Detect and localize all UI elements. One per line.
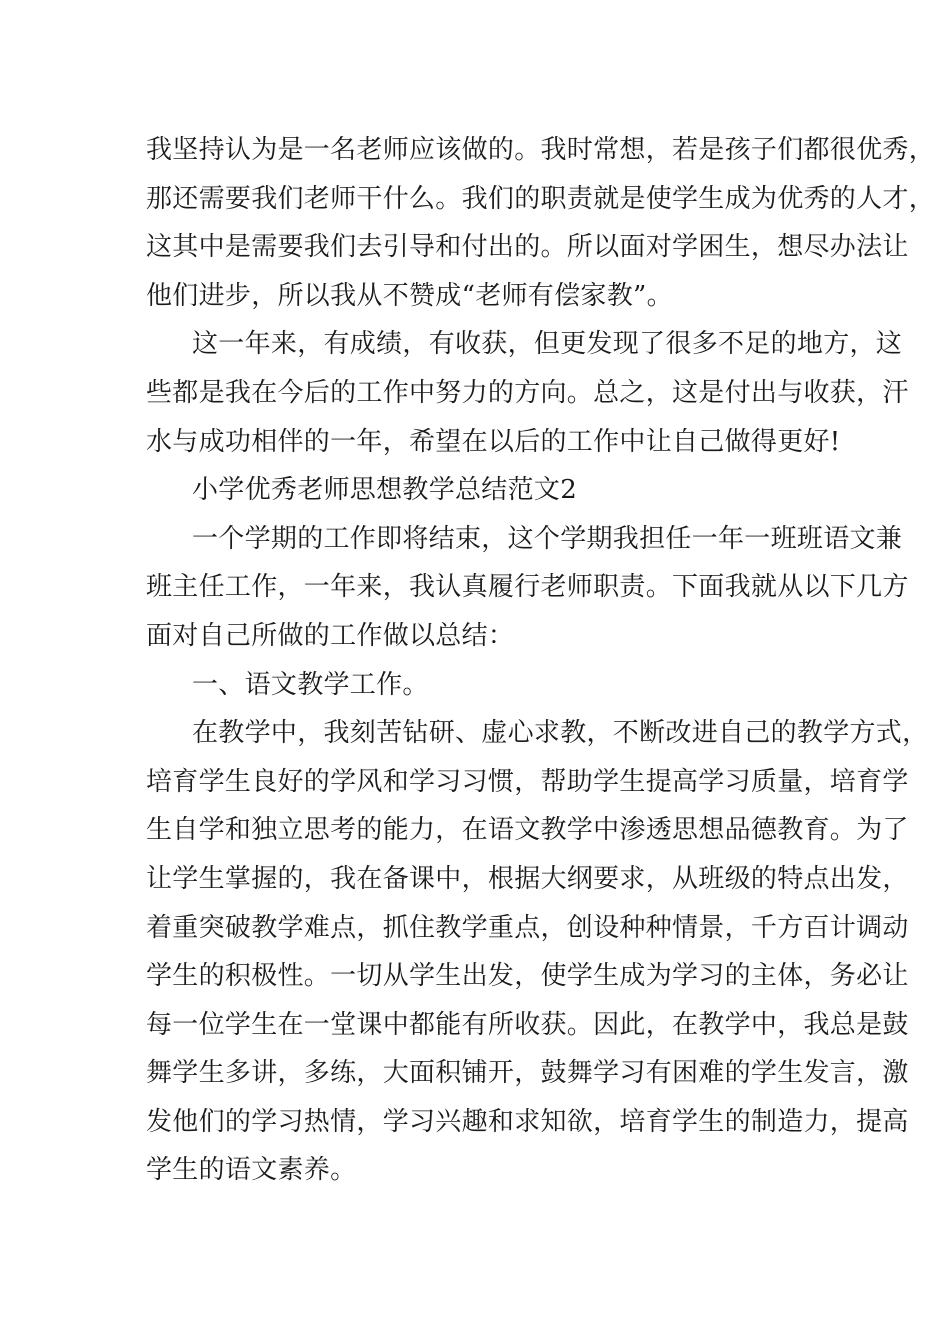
text-line: 学生的语文素养。 — [146, 1155, 357, 1186]
text-line: 学生的积极性。一切从学生出发，使学生成为学习的主体，务必让 — [146, 961, 909, 992]
text-line: 舞学生多讲，多练，大面积铺开，鼓舞学习有困难的学生发言，激 — [146, 1058, 909, 1089]
text-line: 着重突破教学难点，抓住教学重点，创设种种情景，千方百计调动 — [146, 912, 909, 943]
text-line: 他们进步，所以我从不赞成“老师有偿家教”。 — [146, 280, 673, 311]
text-line: 面对自己所做的工作做以总结： — [146, 620, 515, 651]
document-body — [146, 126, 936, 1195]
text-line: 在教学中，我刻苦钻研、虚心求教，不断改进自己的教学方式， — [192, 718, 929, 749]
text-line: 每一位学生在一堂课中都能有所收获。因此，在教学中，我总是鼓 — [146, 1009, 909, 1040]
text-line: 发他们的学习热情，学习兴趣和求知欲，培育学生的制造力，提高 — [146, 1106, 909, 1137]
text-line: 班主任工作，一年来，我认真履行老师职责。下面我就从以下几方 — [146, 572, 909, 603]
text-line: 这其中是需要我们去引导和付出的。所以面对学困生，想尽办法让 — [146, 232, 909, 263]
text-line: 一个学期的工作即将结束，这个学期我担任一年一班班语文兼 — [192, 523, 903, 554]
text-line: 这一年来，有成绩，有收获，但更发现了很多不足的地方，这 — [192, 329, 903, 360]
section-heading: 小学优秀老师思想教学总结范文2 — [192, 475, 578, 506]
text-line: 水与成功相伴的一年，希望在以后的工作中让自己做得更好! — [146, 426, 841, 457]
text-line: 培育学生良好的学风和学习习惯，帮助学生提高学习质量，培育学 — [146, 766, 909, 797]
text-line: 生自学和独立思考的能力，在语文教学中渗透思想品德教育。为了 — [146, 815, 909, 846]
text-line: 我坚持认为是一名老师应该做的。我时常想，若是孩子们都很优秀， — [146, 135, 936, 165]
subsection-heading: 一、语文教学工作。 — [192, 669, 429, 700]
text-line: 些都是我在今后的工作中努力的方向。总之，这是付出与收获，汗 — [146, 377, 909, 408]
text-line: 让学生掌握的，我在备课中，根据大纲要求，从班级的特点出发， — [146, 863, 909, 894]
text-line: 那还需要我们老师干什么。我们的职责就是使学生成为优秀的人才， — [146, 183, 936, 214]
